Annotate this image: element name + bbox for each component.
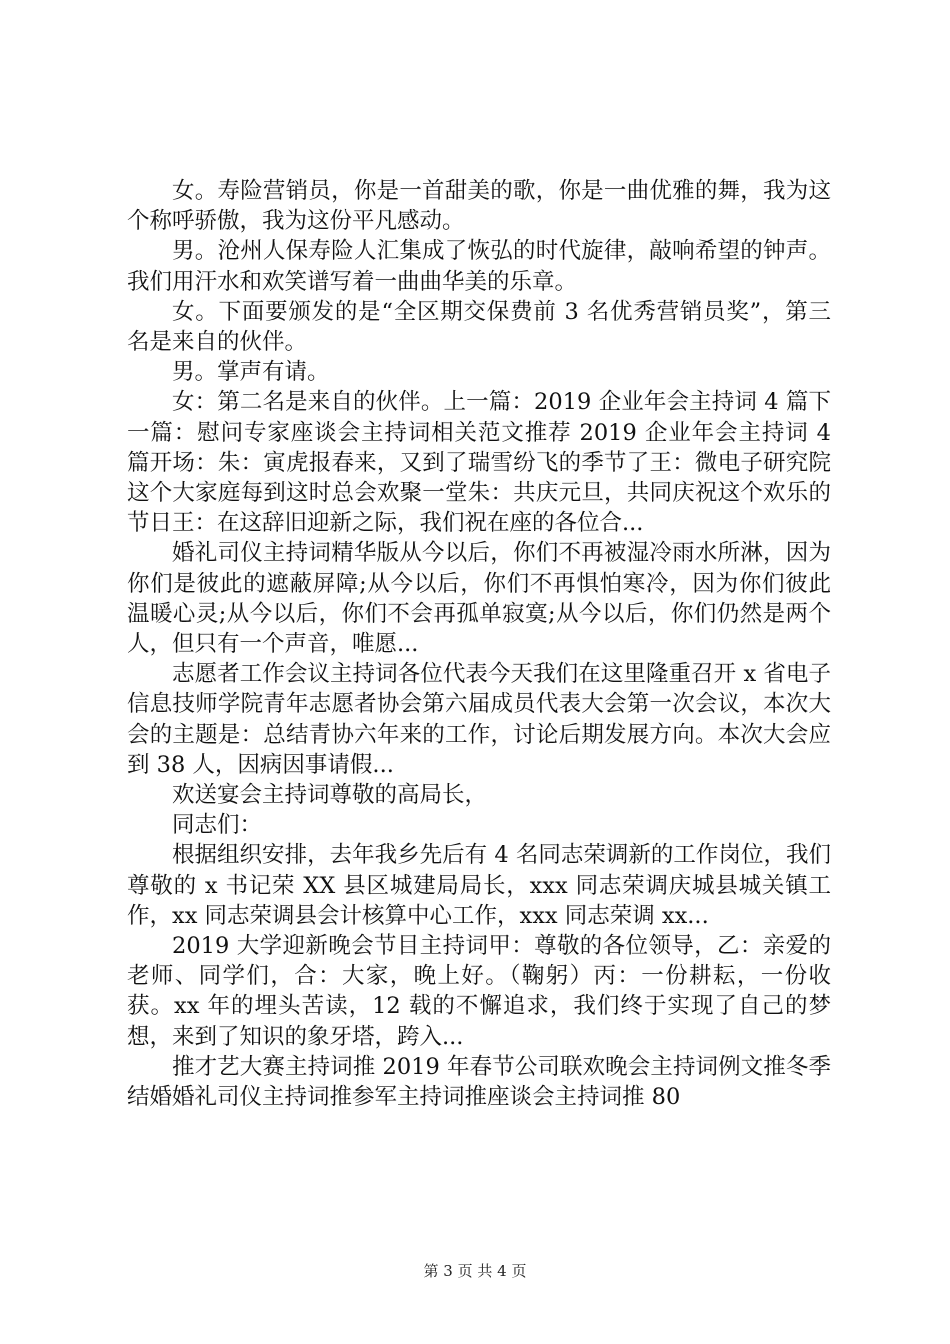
paragraph: 根据组织安排，去年我乡先后有 4 名同志荣调新的工作岗位，我们尊敬的 x 书记荣 XX 县区城建局局长，xxx 同志荣调庆城县城关镇工作，xx 同志荣调县会计核算中心工作，xxx 同志荣调 xx... <box>127 842 831 929</box>
paragraph: 婚礼司仪主持词精华版从今以后，你们不再被湿冷雨水所淋，因为你们是彼此的遮蔽屏障;从今以后，你们不再惧怕寒冷，因为你们彼此温暖心灵;从今以后，你们不会再孤单寂寞;从今以后，你们仍然是两个人，但只有一个声音，唯愿... <box>127 540 831 658</box>
paragraph: 推才艺大赛主持词推 2019 年春节公司联欢晚会主持词例文推冬季结婚婚礼司仪主持词推参军主持词推座谈会主持词推 80 <box>127 1053 831 1111</box>
paragraph: 志愿者工作会议主持词各位代表今天我们在这里隆重召开 x 省电子信息技师学院青年志愿者协会第六届成员代表大会第一次会议，本次大会的主题是：总结青协六年来的工作，讨论后期发展方向。本次大会应到 38 人，因病因事请假... <box>127 661 831 778</box>
document-body <box>127 176 831 1112</box>
paragraph: 女：第二名是来自的伙伴。上一篇：2019 企业年会主持词 4 篇下一篇：慰问专家座谈会主持词相关范文推荐 2019 企业年会主持词 4 篇开场：朱：寅虎报春来，又到了瑞雪纷飞的季节了王：微电子研究院这个大家庭每到这时总会欢聚一堂朱：共庆元旦，共同庆祝这个欢乐的节日王：在这辞旧迎新之际，我们祝在座的各位合... <box>127 389 831 537</box>
paragraph: 男。掌声有请。 <box>172 359 330 386</box>
paragraph: 女。下面要颁发的是“全区期交保费前 3 名优秀营销员奖”，第三名是来自的伙伴。 <box>127 298 831 356</box>
paragraph: 欢送宴会主持词尊敬的高局长， <box>172 782 488 809</box>
paragraph: 女。寿险营销员，你是一首甜美的歌，你是一曲优雅的舞，我为这个称呼骄傲，我为这份平凡感动。 <box>127 178 831 235</box>
paragraph: 同志们： <box>172 812 263 839</box>
page-number-footer: 第 3 页 共 4 页 <box>423 1262 527 1280</box>
paragraph: 2019 大学迎新晚会节目主持词甲：尊敬的各位领导，乙：亲爱的老师、同学们，合：大家，晚上好。（鞠躬）丙：一份耕耘，一份收获。xx 年的埋头苦读，12 载的不懈追求，我们终于实现了自己的梦想，来到了知识的象牙塔，跨入... <box>127 933 831 1050</box>
paragraph: 男。沧州人保寿险人汇集成了恢弘的时代旋律，敲响希望的钟声。我们用汗水和欢笑谱写着一曲曲华美的乐章。 <box>127 238 831 295</box>
